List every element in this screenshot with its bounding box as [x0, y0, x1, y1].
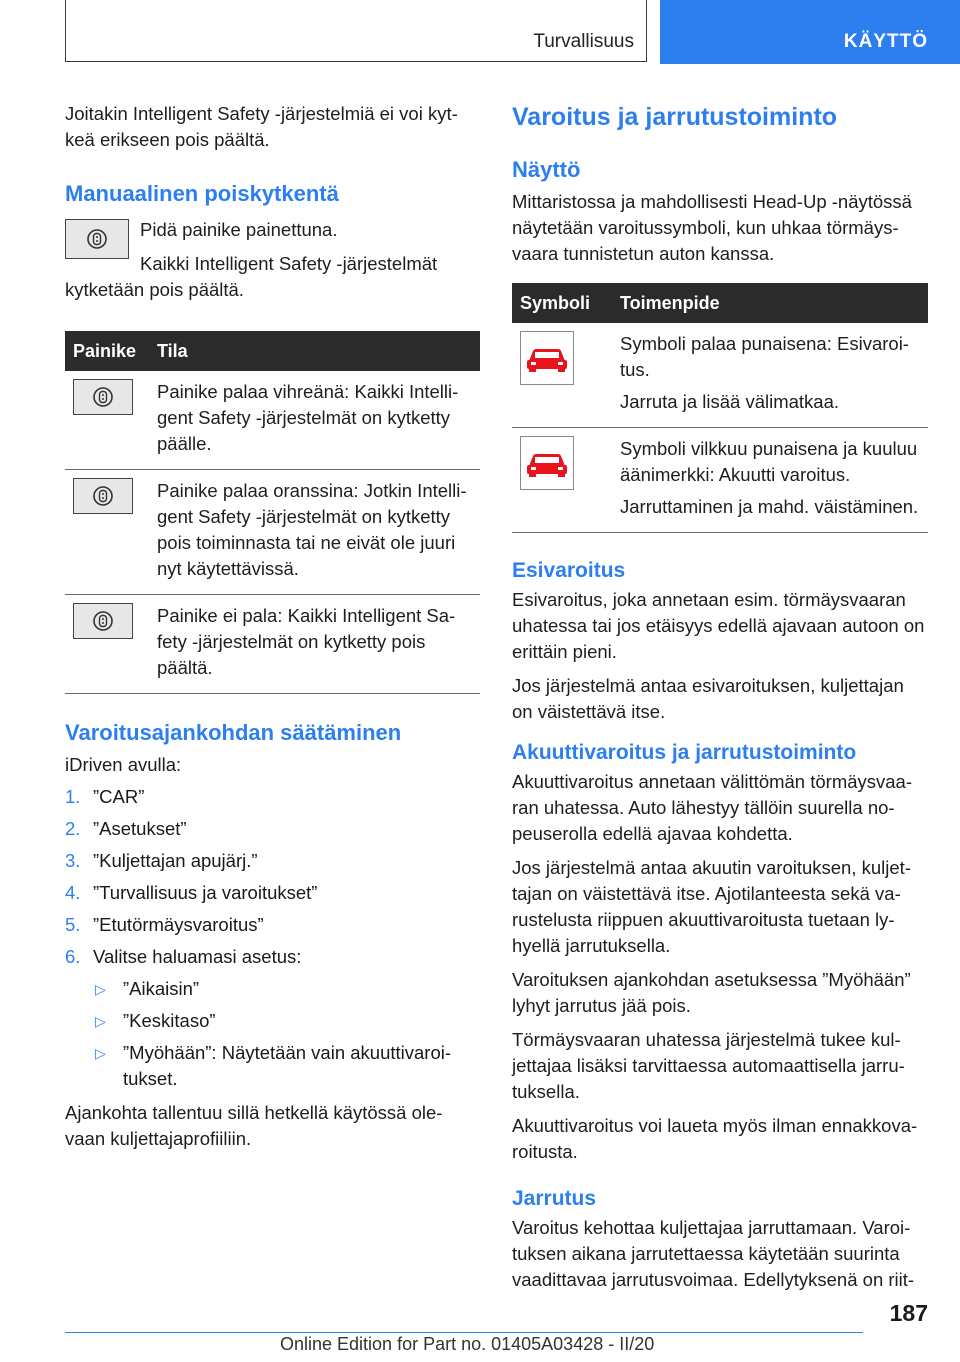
red-car-warning-icon: [520, 331, 574, 385]
timing-steps-list: [65, 784, 480, 970]
timing-intro: iDriven avulla:: [65, 754, 182, 775]
manual-off-result-line1: Kaikki Intelligent Safety -järjestelmät: [140, 253, 438, 274]
timing-heading: Varoitusajankohdan säätäminen: [65, 720, 402, 745]
manual-off-result-line2: kytketään pois päältä.: [65, 279, 244, 300]
braking-paragraph: Varoitus kehottaa kuljettajaa jarruttamaan. Varoi-tuksen aikana jarrutettaessa käytetään suurinta vaadittavaa jarrutusvoimaa. Edellytyksenä on riit-: [512, 1217, 915, 1290]
header-section-title: Turvallisuus: [533, 31, 634, 52]
symbol-flash-action: Jarruttaminen ja mahd. väistäminen.: [620, 496, 919, 517]
display-heading: Näyttö: [512, 157, 581, 182]
status-off-text: Painike ei pala: Kaikki Intelligent Sa-fety -järjestelmät on kytketty pois päältä.: [157, 605, 456, 678]
manual-off-instruction: Pidä painike painettuna.: [140, 219, 338, 240]
pre-warning-p2: Jos järjestelmä antaa esivaroituksen, kuljettajan on väistettävä itse.: [512, 675, 904, 722]
button-status-table: [65, 331, 480, 694]
table-row: [65, 371, 480, 470]
table-header-symbol: Symboli: [512, 283, 612, 323]
braking-heading: Jarrutus: [512, 1187, 597, 1210]
triangle-bullet-icon: ▷: [95, 981, 106, 997]
warning-main-heading: Varoitus ja jarrutustoiminto: [512, 103, 838, 131]
triangle-bullet-icon: ▷: [95, 1045, 106, 1061]
acute-warning-p2: Jos järjestelmä antaa akuutin varoituksen, kuljet-tajan on väistettävä itse. Ajotilanteesta sekä va-rustelusta riippuen akuuttivaroitusta tuetaan ly-hyellä jarrutuksella.: [512, 857, 911, 956]
pre-warning-p1: Esivaroitus, joka annetaan esim. törmäysvaaran uhatessa tai jos etäisyys edellä ajavaan autoon on erittäin pieni.: [512, 589, 925, 662]
list-item: ▷ ”Keskitaso”: [65, 1008, 480, 1034]
acute-warning-p1: Akuuttivaroitus annetaan välittömän törmäysvaa-ran uhatessa. Auto lähestyy tällöin suurella no-peuserolla edellä ajavaa kohdetta.: [512, 771, 913, 844]
symbol-action-table: [512, 283, 928, 533]
list-item: 5. ”Etutörmäysvaroitus”: [65, 914, 264, 935]
red-car-flashing-icon: [520, 436, 574, 490]
list-item: 6. Valitse haluamasi asetus:: [65, 946, 302, 967]
list-item: ▷ ”Aikaisin”: [65, 976, 480, 1002]
symbol-flash-text: Symboli vilkkuu punaisena ja kuuluu äänimerkki: Akuutti varoitus.: [620, 438, 918, 485]
display-paragraph: Mittaristossa ja mahdollisesti Head-Up -näytössä näytetään varoitussymboli, kun uhkaa törmäys-vaara tunnistetun auton kanssa.: [512, 191, 912, 264]
symbol-red-text: Symboli palaa punaisena: Esivaroi-tus.: [620, 333, 909, 380]
list-item: 2. ”Asetukset”: [65, 818, 187, 839]
timing-outro: Ajankohta tallentuu sillä hetkellä käytössä ole-vaan kuljettajaprofiiliin.: [65, 1102, 443, 1149]
list-item: ▷ ”Myöhään”: Näytetään vain akuuttivaroi-tukset.: [95, 1042, 452, 1089]
left-column: [65, 101, 480, 1152]
acute-warning-heading: Akuuttivaroitus ja jarrutustoiminto: [512, 741, 857, 764]
pre-warning-heading: Esivaroitus: [512, 559, 626, 582]
status-orange-text: Painike palaa oranssina: Jotkin Intelli-gent Safety -järjestelmät on kytketty pois toiminnasta tai ne eivät ole juuri nyt käytettävissä.: [157, 480, 467, 579]
safety-button-green-icon: [73, 379, 133, 415]
safety-button-off-icon: [73, 603, 133, 639]
footer-edition-text: Online Edition for Part no. 01405A03428 - II/20: [280, 1334, 655, 1354]
symbol-red-action: Jarruta ja lisää välimatkaa.: [620, 391, 840, 412]
page-number: 187: [889, 1300, 928, 1326]
list-item: 3. ”Kuljettajan apujärj.”: [65, 850, 258, 871]
manual-off-heading: Manuaalinen poiskytkentä: [65, 181, 339, 206]
table-header-status: Tila: [149, 331, 480, 371]
header-chapter-tab: [660, 0, 960, 64]
status-green-text: Painike palaa vihreänä: Kaikki Intelli-gent Safety -järjestelmät on kytketty päälle.: [157, 381, 459, 454]
triangle-bullet-icon: ▷: [95, 1013, 106, 1029]
right-column: [512, 101, 928, 1293]
acute-warning-p3: Varoituksen ajankohdan asetuksessa ”Myöhään” lyhyt jarrutus jää pois.: [512, 969, 911, 1016]
header-chapter-title: KÄYTTÖ: [843, 31, 928, 52]
table-row: [65, 595, 480, 694]
safety-button-icon: [65, 219, 129, 259]
table-row: [512, 428, 928, 533]
acute-warning-p5: Akuuttivaroitus voi laueta myös ilman ennakkova-roitusta.: [512, 1115, 918, 1162]
list-item: 4. ”Turvallisuus ja varoitukset”: [65, 882, 318, 903]
manual-off-block: [65, 217, 480, 303]
table-header-button: Painike: [65, 331, 149, 371]
acute-warning-p4: Törmäysvaaran uhatessa järjestelmä tukee kul-jettajaa lisäksi tarvittaessa automaattisella jarru-tuksella.: [512, 1029, 905, 1102]
table-row: [512, 323, 928, 428]
intro-paragraph: Joitakin Intelligent Safety -järjestelmiä ei voi kyt-keä erikseen pois päältä.: [65, 103, 458, 150]
safety-button-orange-icon: [73, 478, 133, 514]
header-section-box: [65, 0, 647, 62]
table-header-action: Toimenpide: [612, 283, 928, 323]
footer-divider: [65, 1332, 863, 1333]
timing-options-list: [65, 976, 480, 1092]
table-row: [65, 470, 480, 595]
list-item: 1. ”CAR”: [65, 786, 145, 807]
